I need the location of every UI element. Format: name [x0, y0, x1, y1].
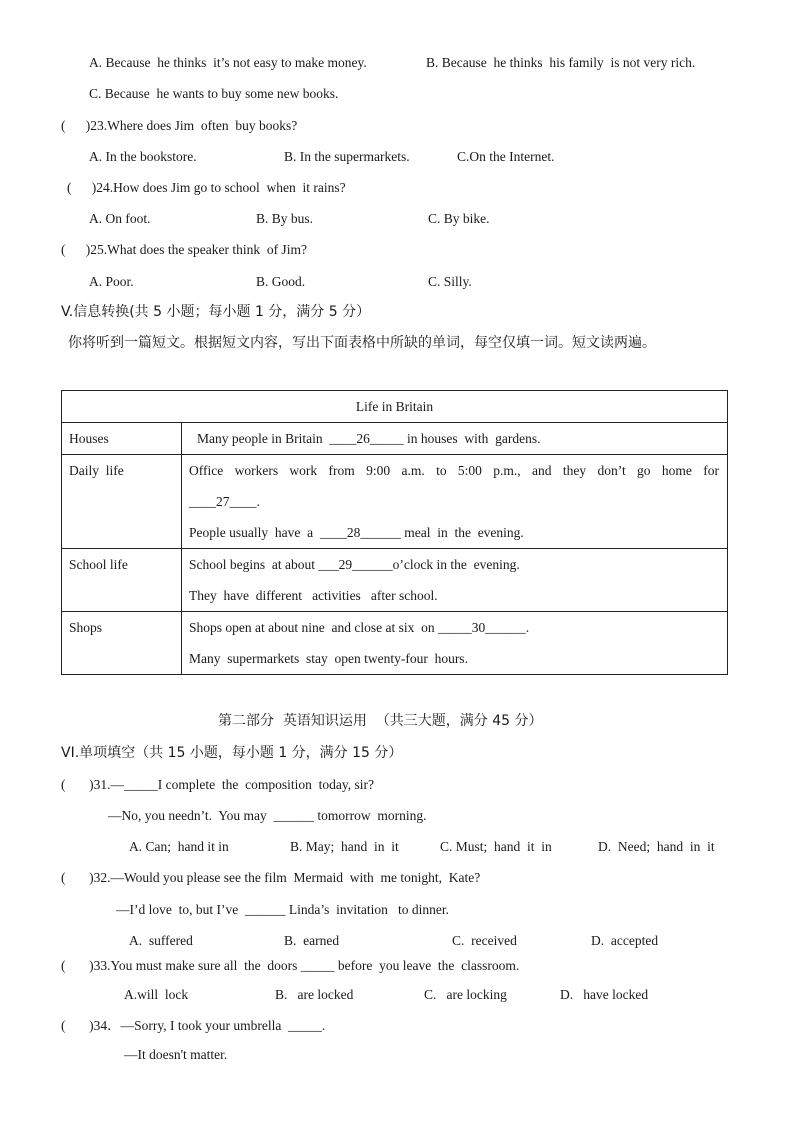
- q32-option-b: B. earned: [284, 933, 340, 948]
- part2-title: 第二部分 英语知识运用 （共三大题，满分 45 分）: [218, 713, 543, 729]
- q33-option-a: A.will lock: [124, 987, 189, 1002]
- section5-title: V.信息转换(共 5 小题；每小题 1 分，满分 5 分）: [61, 304, 371, 320]
- q31-option-a: A. Can; hand it in: [129, 839, 229, 854]
- q25-stem: ( )25.What does the speaker think of Jim?: [61, 242, 307, 257]
- table-cell-school: [182, 549, 728, 612]
- table-label-shops: [62, 612, 182, 675]
- q32-stem: ( )32.—Would you please see the film Mermaid with me tonight, Kate?: [61, 870, 481, 885]
- q24-stem: ( )24.How does Jim go to school when it rains?: [67, 180, 346, 195]
- q22-option-c: C. Because he wants to buy some new books.: [89, 86, 339, 101]
- table-label-school: [62, 549, 182, 612]
- school-label-text: School life: [69, 557, 128, 572]
- q33-option-b: B. are locked: [275, 987, 354, 1002]
- houses-label-text: Houses: [69, 431, 109, 446]
- q25-option-c: C. Silly.: [428, 274, 472, 289]
- q31-reply: —No, you needn’t. You may ______ tomorrow morning.: [108, 808, 427, 823]
- shops-line-2: Many supermarkets stay open twenty-four hours.: [189, 651, 468, 666]
- houses-line: Many people in Britain ____26_____ in houses with gardens.: [197, 431, 541, 446]
- q23-option-b: B. In the supermarkets.: [284, 149, 410, 164]
- school-line-1: School begins at about ___29______o’clock in the evening.: [189, 557, 520, 572]
- section5-instruction: 你将听到一篇短文。根据短文内容，写出下面表格中所缺的单词，每空仅填一词。短文读两遍。: [68, 335, 656, 351]
- info-table: [61, 390, 728, 675]
- q33-option-c: C. are locking: [424, 987, 507, 1002]
- q33-option-d: D. have locked: [560, 987, 649, 1002]
- q24-option-c: C. By bike.: [428, 211, 490, 226]
- q23-option-a: A. In the bookstore.: [89, 149, 197, 164]
- q31-option-c: C. Must; hand it in: [440, 839, 552, 854]
- q25-option-a: A. Poor.: [89, 274, 134, 289]
- q31-option-d: D. Need; hand in it: [598, 839, 715, 854]
- daily-label-text: Daily life: [69, 463, 124, 478]
- q32-option-d: D. accepted: [591, 933, 659, 948]
- q23-stem: ( )23.Where does Jim often buy books?: [61, 118, 298, 133]
- shops-label-text: Shops: [69, 620, 103, 635]
- q32-option-c: C. received: [452, 933, 517, 948]
- q31-option-b: B. May; hand in it: [290, 839, 399, 854]
- q33-stem: ( )33.You must make sure all the doors _____ before you leave the classroom.: [61, 958, 520, 973]
- q25-option-b: B. Good.: [256, 274, 306, 289]
- q24-option-a: A. On foot.: [89, 211, 151, 226]
- q23-option-c: C.On the Internet.: [457, 149, 555, 164]
- daily-line-2: ____27____.: [189, 494, 260, 509]
- q31-stem: ( )31.—_____I complete the composition today, sir?: [61, 777, 374, 792]
- shops-line-1: Shops open at about nine and close at six on _____30______.: [189, 620, 530, 635]
- q32-reply: —I’d love to, but I’ve ______ Linda’s invitation to dinner.: [116, 902, 449, 917]
- q34-reply: —It doesn't matter.: [124, 1047, 228, 1062]
- section6-title: VI.单项填空（共 15 小题，每小题 1 分，满分 15 分）: [61, 745, 403, 761]
- daily-line-3: People usually have a ____28______ meal in the evening.: [189, 525, 524, 540]
- school-line-2: They have different activities after school.: [189, 588, 438, 603]
- table-label-daily: [62, 455, 182, 549]
- daily-line-1: Office workers work from 9:00 a.m. to 5:00 p.m., and they don’t go home for: [189, 463, 719, 478]
- q22-option-b: B. Because he thinks his family is not very rich.: [426, 55, 696, 70]
- q22-option-a: A. Because he thinks it’s not easy to make money.: [89, 55, 367, 70]
- q34-stem: ( )34．—Sorry, I took your umbrella _____.: [61, 1018, 326, 1033]
- table-cell-shops: [182, 612, 728, 675]
- q24-option-b: B. By bus.: [256, 211, 314, 226]
- table-title: Life in Britain: [62, 391, 728, 423]
- table-cell-daily: [182, 455, 728, 549]
- table-label-houses: [62, 423, 182, 455]
- table-cell-houses: [182, 423, 728, 455]
- q32-option-a: A. suffered: [129, 933, 193, 948]
